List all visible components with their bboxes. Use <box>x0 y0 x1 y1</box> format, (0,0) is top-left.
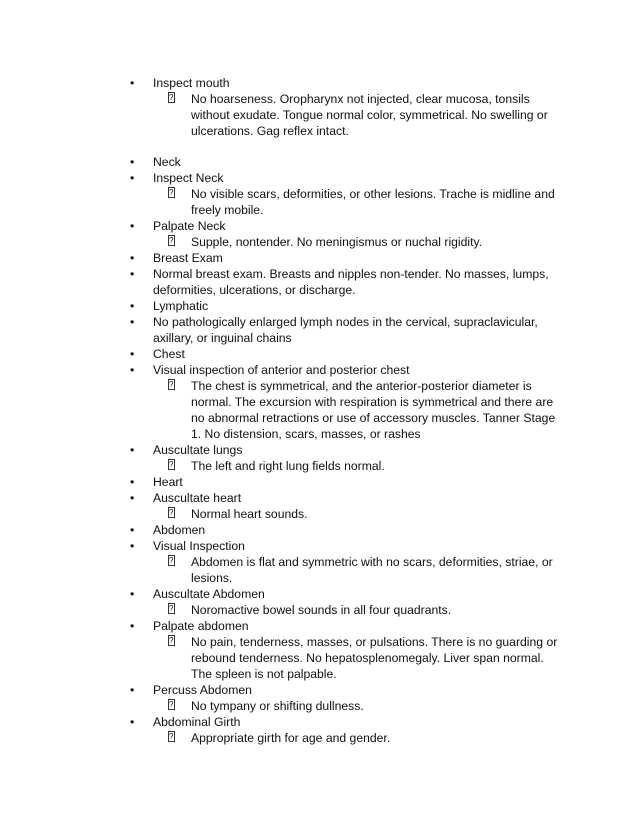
bullet-item <box>0 522 638 538</box>
sub-bullet-item <box>0 602 638 618</box>
bullet-item <box>0 170 638 186</box>
bullet-dot-icon: • <box>130 219 135 233</box>
bullet-item-text: Visual inspection of anterior and posterior chest <box>153 363 410 377</box>
sub-bullet-text: No hoarseness. Oropharynx not injected, clear mucosa, tonsils without exudate. Tongue normal color, symmetrical. No swelling or ulcerations. Gag reflex intact. <box>191 92 548 138</box>
document-body <box>0 75 638 746</box>
bullet-dot-icon: • <box>130 347 135 361</box>
bullet-item-text: Heart <box>153 475 183 489</box>
bullet-item <box>0 362 638 378</box>
paragraph-gap <box>0 139 638 154</box>
bullet-dot-icon: • <box>130 171 135 185</box>
bullet-dot-icon: • <box>130 491 135 505</box>
bullet-item-text: Normal breast exam. Breasts and nipples non-tender. No masses, lumps, deformities, ulcerations, or discharge. <box>153 267 549 297</box>
sub-bullet-text: The chest is symmetrical, and the anterior-posterior diameter is normal. The excursion with respiration is symmetrical and there are no abnormal retractions or use of accessory muscles. Tanner Stage 1. No distension, scars, masses, or rashes <box>191 379 556 441</box>
bullet-item <box>0 490 638 506</box>
sub-bullet-text: Normal heart sounds. <box>191 507 308 521</box>
bullet-item-text: Palpate abdomen <box>153 619 249 633</box>
sub-bullet-item <box>0 458 638 474</box>
sub-bullet-text: Abdomen is flat and symmetric with no scars, deformities, striae, or lesions. <box>191 555 553 585</box>
bullet-item-text: Auscultate heart <box>153 491 242 505</box>
bullet-item <box>0 346 638 362</box>
missing-glyph-icon <box>168 603 175 614</box>
missing-glyph-icon <box>168 187 175 198</box>
bullet-item <box>0 154 638 170</box>
bullet-dot-icon: • <box>130 155 135 169</box>
sub-bullet-item <box>0 634 638 682</box>
bullet-item <box>0 314 638 346</box>
bullet-dot-icon: • <box>130 251 135 265</box>
bullet-item <box>0 618 638 634</box>
bullet-item <box>0 586 638 602</box>
bullet-item-text: Chest <box>153 347 185 361</box>
bullet-item <box>0 474 638 490</box>
bullet-item <box>0 538 638 554</box>
bullet-dot-icon: • <box>130 587 135 601</box>
missing-glyph-icon <box>168 635 175 646</box>
sub-bullet-item <box>0 506 638 522</box>
bullet-dot-icon: • <box>130 267 135 281</box>
bullet-item-text: Visual Inspection <box>153 539 245 553</box>
sub-bullet-item <box>0 91 638 139</box>
missing-glyph-icon <box>168 235 175 246</box>
bullet-dot-icon: • <box>130 715 135 729</box>
bullet-item <box>0 266 638 298</box>
bullet-item-text: Inspect Neck <box>153 171 224 185</box>
bullet-dot-icon: • <box>130 539 135 553</box>
bullet-dot-icon: • <box>130 315 135 329</box>
bullet-item-text: Breast Exam <box>153 251 223 265</box>
bullet-item <box>0 218 638 234</box>
bullet-item-text: Abdominal Girth <box>153 715 241 729</box>
bullet-item <box>0 714 638 730</box>
bullet-item-text: Percuss Abdomen <box>153 683 252 697</box>
bullet-item <box>0 442 638 458</box>
missing-glyph-icon <box>168 459 175 470</box>
bullet-item-text: Lymphatic <box>153 299 209 313</box>
bullet-dot-icon: • <box>130 76 135 90</box>
bullet-item-text: Inspect mouth <box>153 76 230 90</box>
bullet-dot-icon: • <box>130 683 135 697</box>
sub-bullet-item <box>0 730 638 746</box>
sub-bullet-text: Appropriate girth for age and gender. <box>191 731 391 745</box>
missing-glyph-icon <box>168 379 175 390</box>
sub-bullet-item <box>0 378 638 442</box>
sub-bullet-item <box>0 186 638 218</box>
sub-bullet-item <box>0 554 638 586</box>
bullet-item-text: Palpate Neck <box>153 219 226 233</box>
sub-bullet-item <box>0 698 638 714</box>
sub-bullet-item <box>0 234 638 250</box>
bullet-dot-icon: • <box>130 619 135 633</box>
sub-bullet-text: No tympany or shifting dullness. <box>191 699 364 713</box>
bullet-item <box>0 250 638 266</box>
sub-bullet-text: No visible scars, deformities, or other lesions. Trache is midline and freely mobile. <box>191 187 555 217</box>
sub-bullet-text: No pain, tenderness, masses, or pulsations. There is no guarding or rebound tenderness. No hepatosplenomegaly. Liver span normal. The spleen is not palpable. <box>191 635 558 681</box>
sub-bullet-text: Noromactive bowel sounds in all four quadrants. <box>191 603 452 617</box>
missing-glyph-icon <box>168 507 175 518</box>
bullet-dot-icon: • <box>130 475 135 489</box>
bullet-item-text: Abdomen <box>153 523 206 537</box>
missing-glyph-icon <box>168 731 175 742</box>
bullet-dot-icon: • <box>130 443 135 457</box>
bullet-item-text: Auscultate lungs <box>153 443 243 457</box>
missing-glyph-icon <box>168 92 175 103</box>
bullet-item-text: No pathologically enlarged lymph nodes in the cervical, supraclavicular, axillary, or inguinal chains <box>153 315 538 345</box>
bullet-dot-icon: • <box>130 523 135 537</box>
bullet-dot-icon: • <box>130 299 135 313</box>
bullet-item <box>0 298 638 314</box>
bullet-dot-icon: • <box>130 363 135 377</box>
missing-glyph-icon <box>168 699 175 710</box>
bullet-item-text: Auscultate Abdomen <box>153 587 265 601</box>
missing-glyph-icon <box>168 555 175 566</box>
bullet-item <box>0 75 638 91</box>
bullet-item <box>0 682 638 698</box>
sub-bullet-text: Supple, nontender. No meningismus or nuchal rigidity. <box>191 235 483 249</box>
bullet-item-text: Neck <box>153 155 181 169</box>
sub-bullet-text: The left and right lung fields normal. <box>191 459 385 473</box>
